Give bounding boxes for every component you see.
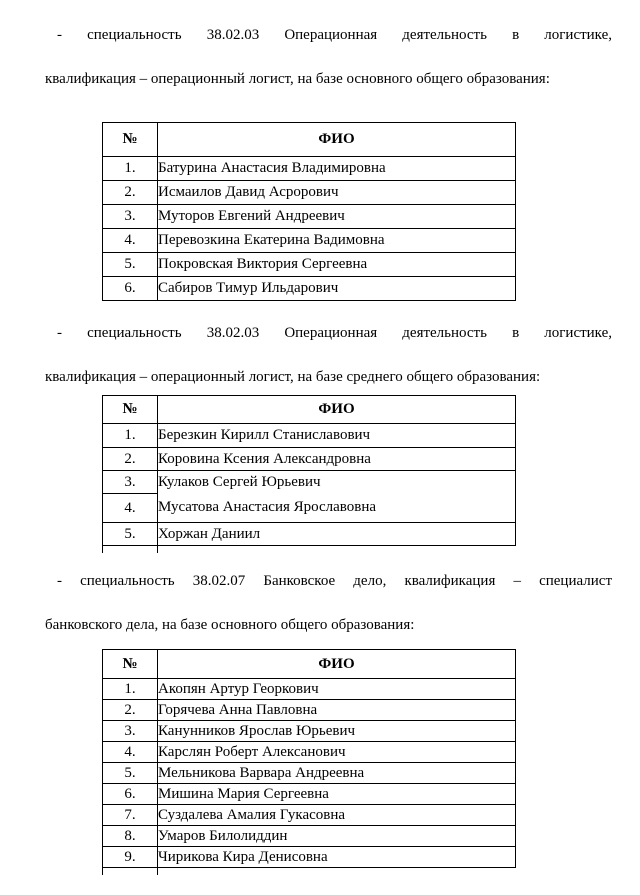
table-header-row [103,650,516,679]
applicant-name-cell: Чирикова Кира Денисовна [158,847,516,868]
applicants-table-logistics-secondary [102,395,516,546]
row-number-cell: 4. [103,494,158,523]
table-row [103,181,516,205]
row-number-cell: 6. [103,277,158,301]
paragraph-line: - специальность 38.02.03 Операционная деятельность в логистике, [57,325,612,341]
table-row [103,157,516,181]
table-row [103,679,516,700]
applicant-name-cell: Кулаков Сергей Юрьевич [158,471,516,494]
row-number-cell: 3. [103,205,158,229]
applicant-name-cell: Перевозкина Екатерина Вадимовна [158,229,516,253]
table-row [103,784,516,805]
row-number-cell: 1. [103,157,158,181]
row-number-cell: 2. [103,448,158,471]
table-row [103,229,516,253]
table-row [103,523,516,546]
row-number-cell: 1. [103,679,158,700]
table-row [103,471,516,494]
table-row [103,424,516,448]
applicant-name-cell: Березкин Кирилл Станиславович [158,424,516,448]
applicant-name-cell: Умаров Билолиддин [158,826,516,847]
column-header-fio: ФИО [158,396,516,424]
paragraph-line: квалификация – операционный логист, на базе основного общего образования: [45,71,550,87]
applicant-name-cell: Акопян Артур Георкович [158,679,516,700]
applicant-name-cell: Мишина Мария Сергеевна [158,784,516,805]
table-border-stub [157,868,158,875]
applicant-name-cell: Муторов Евгений Андреевич [158,205,516,229]
applicant-name-cell: Покровская Виктория Сергеевна [158,253,516,277]
applicant-name-cell: Канунников Ярослав Юрьевич [158,721,516,742]
row-number-cell: 3. [103,471,158,494]
column-header-fio: ФИО [158,123,516,157]
row-number-cell: 1. [103,424,158,448]
table-row [103,826,516,847]
applicant-name-cell: Исмаилов Давид Асрорович [158,181,516,205]
applicants-table-logistics-basic [102,122,516,301]
row-number-cell: 5. [103,253,158,277]
row-number-cell: 2. [103,181,158,205]
applicant-name-cell: Мусатова Анастасия Ярославовна [158,494,516,523]
applicant-name-cell: Горячева Анна Павловна [158,700,516,721]
paragraph-line: - специальность 38.02.07 Банковское дело, квалификация – специалист [57,573,612,589]
table-row [103,253,516,277]
table-row [103,205,516,229]
row-number-cell: 4. [103,229,158,253]
applicant-name-cell: Суздалева Амалия Гукасовна [158,805,516,826]
table-border-stub [102,868,103,875]
applicant-name-cell: Коровина Ксения Александровна [158,448,516,471]
applicants-table-banking-basic-wrap [102,649,515,868]
row-number-cell: 5. [103,763,158,784]
row-number-cell: 9. [103,847,158,868]
table-row [103,448,516,471]
table-row [103,721,516,742]
paragraph-line: - специальность 38.02.03 Операционная деятельность в логистике, [57,27,612,43]
row-number-cell: 7. [103,805,158,826]
row-number-cell: 5. [103,523,158,546]
row-number-cell: 6. [103,784,158,805]
applicants-table-logistics-basic-wrap [102,122,515,301]
column-header-number: № [103,650,158,679]
table-row [103,742,516,763]
table-row [103,847,516,868]
table-header-row [103,123,516,157]
paragraph-line: квалификация – операционный логист, на базе среднего общего образования: [45,369,541,385]
column-header-fio: ФИО [158,650,516,679]
row-number-cell: 2. [103,700,158,721]
applicants-table-banking-basic [102,649,516,868]
table-border-stub [102,546,103,553]
row-number-cell: 8. [103,826,158,847]
document-page [0,24,640,895]
table-row [103,805,516,826]
applicants-table-logistics-secondary-wrap [102,395,515,546]
applicant-name-cell: Карслян Роберт Алексанович [158,742,516,763]
table-row [103,494,516,523]
paragraph-specialty-banking-basic [45,570,612,636]
column-header-number: № [103,396,158,424]
paragraph-line: банковского дела, на базе основного общего образования: [45,617,415,633]
column-header-number: № [103,123,158,157]
applicant-name-cell: Мельникова Варвара Андреевна [158,763,516,784]
table-header-row [103,396,516,424]
applicant-name-cell: Сабиров Тимур Ильдарович [158,277,516,301]
applicant-name-cell: Батурина Анастасия Владимировна [158,157,516,181]
applicant-name-cell: Хоржан Даниил [158,523,516,546]
table-border-stub [157,546,158,553]
table-row [103,277,516,301]
table-row [103,700,516,721]
table-row [103,763,516,784]
row-number-cell: 4. [103,742,158,763]
paragraph-specialty-logistics-secondary [45,322,612,388]
row-number-cell: 3. [103,721,158,742]
paragraph-specialty-logistics-basic [45,24,612,90]
